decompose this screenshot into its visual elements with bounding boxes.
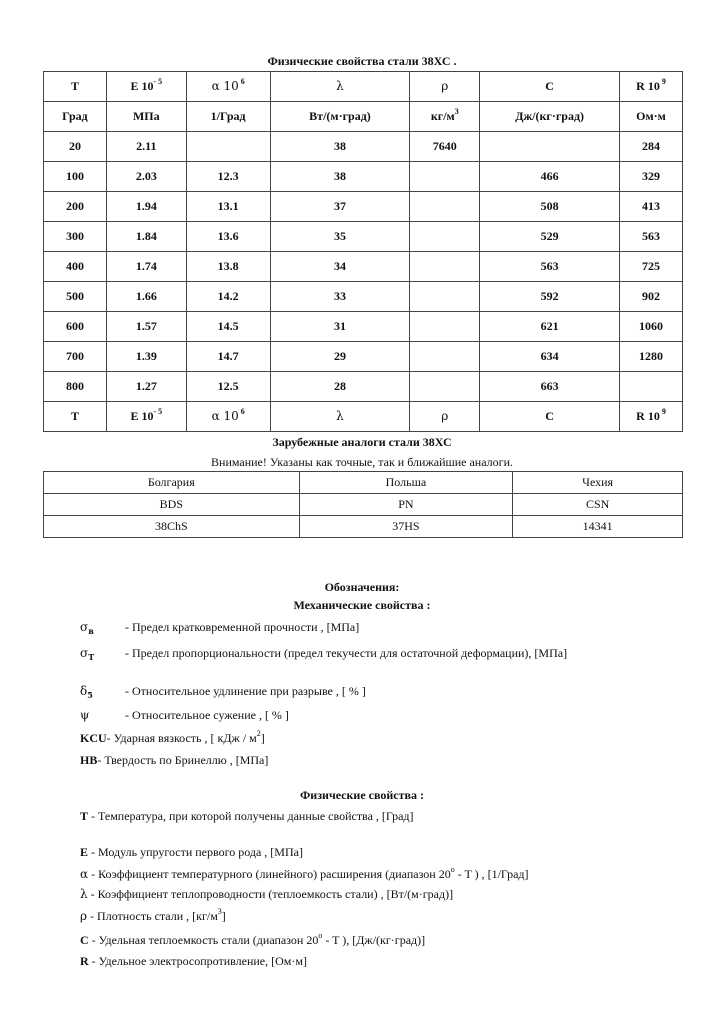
mech-legend-item	[80, 707, 640, 723]
unit-label: Дж/(кг·град)	[515, 109, 585, 123]
header-cell	[620, 402, 683, 432]
header-cell	[410, 72, 480, 102]
unit-cell	[410, 102, 480, 132]
legend-text-tail: ]	[260, 731, 265, 745]
unit-exponent: 3	[454, 107, 459, 116]
header-cell	[620, 72, 683, 102]
table-cell: 2.11	[106, 132, 186, 162]
phys-legend-item	[80, 844, 680, 860]
table-cell	[410, 342, 480, 372]
symbol-label: T	[70, 409, 79, 423]
header-cell	[106, 72, 186, 102]
legend-symbol-sub: в	[88, 626, 94, 636]
table-cell: 1.57	[106, 312, 186, 342]
header-cell	[44, 402, 107, 432]
table-cell: 200	[44, 192, 107, 222]
table-cell: 13.8	[186, 252, 270, 282]
analogs-cell: 38ChS	[44, 516, 300, 538]
table-cell: 12.5	[186, 372, 270, 402]
table-cell: 1060	[620, 312, 683, 342]
symbol-exponent: 6	[238, 407, 245, 416]
table-cell: 1.39	[106, 342, 186, 372]
unit-cell	[620, 102, 683, 132]
header-cell	[44, 72, 107, 102]
table-cell: 20	[44, 132, 107, 162]
table-row	[44, 162, 683, 192]
table-cell: 100	[44, 162, 107, 192]
symbol-label: E 10	[130, 79, 154, 93]
unit-label: МПа	[132, 109, 160, 123]
table-row	[44, 132, 683, 162]
header-units-row	[44, 102, 683, 132]
symbol-exponent: 9	[659, 77, 666, 86]
legend-symbol-main: σ	[80, 620, 89, 634]
table-cell: 38	[270, 132, 410, 162]
analogs-cell: BDS	[44, 494, 300, 516]
header-cell	[186, 402, 270, 432]
legend-symbol-main: ψ	[80, 708, 90, 722]
mech-legend-item	[80, 683, 640, 699]
unit-label: Град	[62, 109, 88, 123]
table-cell: 7640	[410, 132, 480, 162]
table-cell: 29	[270, 342, 410, 372]
legend-text-main: - Твердость по Бринеллю , [МПа]	[97, 753, 269, 767]
legend-text-tail: - T ), [Дж/(кг·град)]	[322, 933, 426, 947]
table-cell: 563	[620, 222, 683, 252]
legend-text-main: - Модуль упругости первого рода , [МПа]	[88, 845, 303, 859]
legend-title: Обозначения:	[324, 580, 400, 594]
table-cell: 1.27	[106, 372, 186, 402]
legend-text	[97, 752, 597, 768]
table-cell: 2.03	[106, 162, 186, 192]
legend-text	[107, 730, 607, 746]
legend-text-tail: - T ) , [1/Град]	[454, 867, 529, 881]
physical-table-title: Физические свойства стали 38ХС .	[267, 54, 457, 68]
legend-symbol	[80, 752, 97, 768]
unit-cell	[270, 102, 410, 132]
legend-symbol: R	[80, 954, 89, 968]
legend-text-main: - Предел пропорциональности (предел текучести для остаточной деформации), [МПа]	[125, 646, 568, 660]
unit-label: кг/м	[430, 109, 455, 123]
table-cell	[410, 192, 480, 222]
table-cell: 800	[44, 372, 107, 402]
table-cell: 14.7	[186, 342, 270, 372]
table-cell	[620, 372, 683, 402]
legend-text-sup: o	[318, 931, 323, 940]
legend-symbol	[80, 707, 125, 723]
symbol-label: ρ	[441, 409, 449, 423]
table-cell: 28	[270, 372, 410, 402]
legend-symbol-sub: 5	[87, 690, 93, 700]
table-cell: 634	[480, 342, 620, 372]
table-cell: 466	[480, 162, 620, 192]
header-cell	[270, 402, 410, 432]
legend-symbol: α	[80, 867, 89, 881]
legend-text-sup: o	[450, 865, 455, 874]
mech-legend-item	[80, 645, 640, 661]
legend-symbol	[80, 645, 125, 661]
mech-legend-title: Механические свойства :	[293, 598, 431, 612]
legend-text-main: - Коэффициент температурного (линейного) расширения (диапазон 20	[88, 867, 451, 881]
unit-label: Ом·м	[636, 109, 666, 123]
table-cell: 413	[620, 192, 683, 222]
legend-symbol	[80, 619, 125, 635]
table-cell: 500	[44, 282, 107, 312]
phys-legend-item	[80, 908, 680, 924]
table-cell: 700	[44, 342, 107, 372]
table-cell: 31	[270, 312, 410, 342]
table-cell: 329	[620, 162, 683, 192]
analogs-title: Зарубежные аналоги стали 38ХС	[272, 435, 452, 449]
legend-text-tail: ]	[221, 909, 226, 923]
table-cell: 37	[270, 192, 410, 222]
symbol-label: α 10	[211, 409, 239, 423]
phys-legend-item	[80, 866, 680, 882]
legend-symbol-main: σ	[80, 646, 89, 660]
symbol-label: T	[70, 79, 79, 93]
table-cell	[410, 252, 480, 282]
table-row	[44, 282, 683, 312]
table-cell: 12.3	[186, 162, 270, 192]
analogs-row	[44, 494, 683, 516]
legend-symbol: T	[80, 809, 89, 823]
table-row	[44, 252, 683, 282]
unit-label: 1/Град	[210, 109, 246, 123]
phys-legend-item	[80, 808, 680, 824]
legend-text	[125, 683, 615, 699]
analogs-row	[44, 516, 683, 538]
legend-symbol: λ	[80, 887, 88, 901]
table-cell	[480, 132, 620, 162]
table-row	[44, 342, 683, 372]
table-cell: 600	[44, 312, 107, 342]
table-cell: 1280	[620, 342, 683, 372]
symbol-label: λ	[336, 79, 344, 93]
legend-text-main: - Предел кратковременной прочности , [МПа]	[125, 620, 360, 634]
symbol-exponent: 9	[659, 407, 666, 416]
legend-symbol	[80, 683, 125, 699]
legend-symbol-main: HB	[80, 753, 98, 767]
legend-text-sup: 2	[256, 729, 261, 738]
symbol-label: ρ	[441, 79, 449, 93]
legend-symbol-main: KCU	[80, 731, 107, 745]
table-cell: 592	[480, 282, 620, 312]
symbol-label: α 10	[211, 79, 239, 93]
symbol-label: λ	[336, 409, 344, 423]
analogs-cell: 14341	[513, 516, 683, 538]
table-cell	[410, 372, 480, 402]
legend-text-main: - Температура, при которой получены данные свойства , [Град]	[88, 809, 414, 823]
physical-properties-table	[43, 71, 683, 432]
table-cell: 34	[270, 252, 410, 282]
header-cell	[106, 402, 186, 432]
symbol-label: C	[545, 409, 554, 423]
table-cell: 35	[270, 222, 410, 252]
legend-symbol	[80, 730, 107, 746]
legend-symbol-sub: T	[88, 652, 95, 662]
table-cell: 663	[480, 372, 620, 402]
symbol-label: C	[545, 79, 554, 93]
table-cell	[410, 312, 480, 342]
table-row	[44, 192, 683, 222]
analogs-header-cell: Болгария	[44, 472, 300, 494]
table-cell: 563	[480, 252, 620, 282]
analogs-cell: PN	[299, 494, 513, 516]
analogs-cell: 37HS	[299, 516, 513, 538]
analogs-table	[43, 471, 683, 538]
table-cell: 1.84	[106, 222, 186, 252]
table-row	[44, 312, 683, 342]
analogs-note: Внимание! Указаны как точные, так и ближайшие аналоги.	[211, 455, 513, 469]
table-cell: 13.6	[186, 222, 270, 252]
table-cell	[410, 222, 480, 252]
mech-legend-item	[80, 619, 640, 635]
phys-legend-item	[80, 953, 680, 969]
footer-symbols-row	[44, 402, 683, 432]
legend-symbol: ρ	[80, 909, 88, 923]
symbol-exponent: 6	[238, 77, 245, 86]
unit-cell	[186, 102, 270, 132]
header-cell	[480, 402, 620, 432]
legend-text	[125, 645, 615, 661]
table-cell: 725	[620, 252, 683, 282]
legend-symbol: E	[80, 845, 89, 859]
table-cell: 14.2	[186, 282, 270, 312]
table-cell: 13.1	[186, 192, 270, 222]
table-cell: 621	[480, 312, 620, 342]
table-row	[44, 372, 683, 402]
symbol-label: R 10	[636, 409, 660, 423]
header-cell	[410, 402, 480, 432]
legend-text-main: - Относительное сужение , [ % ]	[125, 708, 289, 722]
table-cell: 400	[44, 252, 107, 282]
phys-legend-item	[80, 932, 680, 948]
legend-symbol: C	[80, 933, 89, 947]
symbol-label: E 10	[130, 409, 154, 423]
table-row	[44, 222, 683, 252]
analogs-header-cell: Чехия	[513, 472, 683, 494]
mech-legend-item	[80, 730, 640, 746]
mech-legend-item	[80, 752, 640, 768]
header-symbols-row	[44, 72, 683, 102]
table-cell: 1.74	[106, 252, 186, 282]
legend-text	[125, 619, 615, 635]
legend-text-main: - Удельное электросопротивление, [Ом·м]	[88, 954, 307, 968]
symbol-exponent: - 5	[153, 407, 163, 416]
table-cell	[186, 132, 270, 162]
symbol-exponent: - 5	[153, 77, 163, 86]
symbol-label: R 10	[636, 79, 660, 93]
legend-text-main: - Коэффициент теплопроводности (теплоемкость стали) , [Вт/(м·град)]	[87, 887, 454, 901]
legend-text-main: - Относительное удлинение при разрыве , [ % ]	[125, 684, 366, 698]
table-cell: 284	[620, 132, 683, 162]
header-cell	[186, 72, 270, 102]
legend-text	[125, 707, 615, 723]
analogs-header-row	[44, 472, 683, 494]
legend-symbol-main: δ	[80, 684, 88, 698]
unit-label: Вт/(м·град)	[309, 109, 371, 123]
legend-text-sup: 3	[217, 907, 222, 916]
table-cell: 33	[270, 282, 410, 312]
table-cell: 508	[480, 192, 620, 222]
unit-cell	[480, 102, 620, 132]
analogs-cell: CSN	[513, 494, 683, 516]
table-cell: 1.94	[106, 192, 186, 222]
table-cell: 38	[270, 162, 410, 192]
analogs-header-cell: Польша	[299, 472, 513, 494]
legend-text-main: - Плотность стали , [кг/м	[87, 909, 218, 923]
table-cell: 14.5	[186, 312, 270, 342]
header-cell	[480, 72, 620, 102]
table-cell: 529	[480, 222, 620, 252]
table-cell	[410, 282, 480, 312]
phys-legend-title: Физические свойства :	[299, 788, 424, 802]
table-cell: 902	[620, 282, 683, 312]
legend-text-main: - Ударная вязкость , [ кДж / м	[106, 731, 257, 745]
table-cell: 300	[44, 222, 107, 252]
unit-cell	[44, 102, 107, 132]
table-cell: 1.66	[106, 282, 186, 312]
header-cell	[270, 72, 410, 102]
table-cell	[410, 162, 480, 192]
unit-cell	[106, 102, 186, 132]
phys-legend-item	[80, 886, 680, 902]
legend-text-main: - Удельная теплоемкость стали (диапазон 20	[88, 933, 319, 947]
